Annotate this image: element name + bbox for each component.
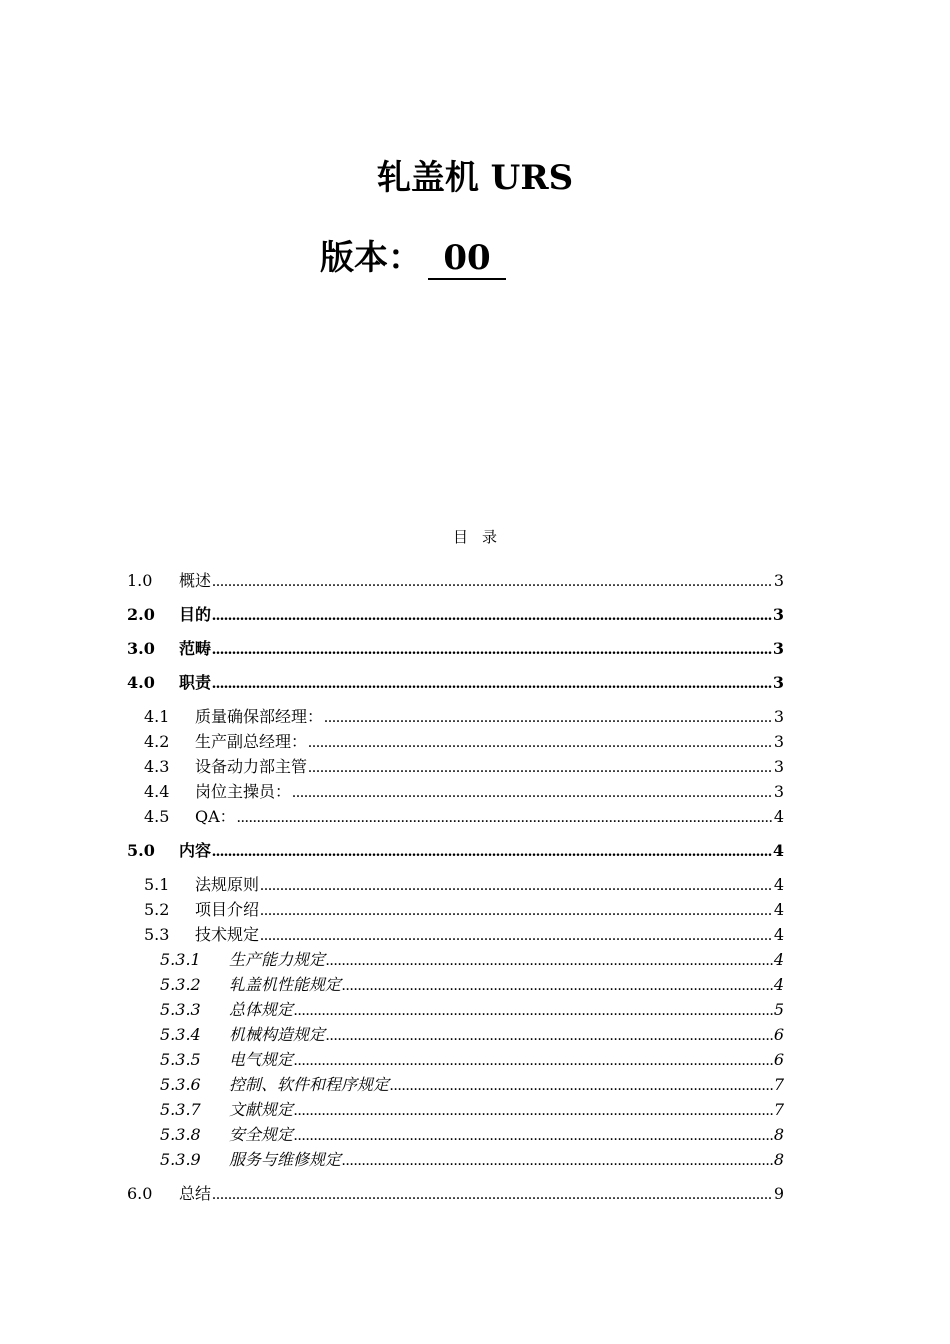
toc-label: 目的 (179, 605, 212, 624)
version-line (320, 234, 506, 282)
toc-leader (212, 671, 772, 696)
toc-number: 2.0 (127, 605, 155, 624)
toc-leader (326, 1023, 773, 1048)
toc-label: QA： (195, 807, 236, 826)
toc-number: 5.3.9 (160, 1150, 201, 1169)
toc-entry-5-3-7[interactable] (127, 1097, 784, 1122)
toc-number: 5.3.5 (160, 1050, 201, 1069)
toc-label: 质量确保部经理： (195, 707, 324, 726)
toc-label: 职责 (179, 673, 212, 692)
toc-leader (212, 1182, 773, 1207)
toc-entry-1-0[interactable] (127, 568, 784, 593)
toc-entry-5-3-5[interactable] (127, 1047, 784, 1072)
table-of-contents (127, 568, 784, 1206)
toc-page: 4 (773, 807, 784, 826)
toc-leader (342, 1148, 773, 1173)
toc-entry-4-1[interactable] (127, 704, 784, 729)
toc-entry-5-3-4[interactable] (127, 1022, 784, 1047)
toc-leader (260, 923, 773, 948)
toc-page: 4 (773, 975, 784, 994)
toc-leader (324, 705, 773, 730)
toc-leader (342, 973, 773, 998)
toc-number: 4.5 (144, 807, 170, 826)
toc-label: 文献规定 (229, 1100, 294, 1119)
toc-leader (294, 1123, 773, 1148)
version-value: 00 (428, 238, 506, 280)
toc-label: 概述 (179, 571, 212, 590)
toc-number: 5.0 (127, 841, 155, 860)
toc-leader (212, 569, 773, 594)
toc-entry-5-0[interactable] (127, 838, 784, 863)
toc-entry-4-4[interactable] (127, 779, 784, 804)
toc-label: 服务与维修规定 (229, 1150, 342, 1169)
toc-heading: 目录 (452, 528, 511, 546)
toc-page: 5 (773, 1000, 784, 1019)
toc-label: 内容 (179, 841, 212, 860)
toc-number: 3.0 (127, 639, 155, 658)
toc-leader (212, 603, 772, 628)
document-title: 轧盖机 URS (376, 158, 574, 198)
toc-leader (326, 948, 773, 973)
toc-label: 生产能力规定 (229, 950, 326, 969)
toc-number: 5.1 (144, 875, 170, 894)
toc-number: 5.3.4 (160, 1025, 201, 1044)
toc-page: 4 (773, 925, 784, 944)
toc-label: 设备动力部主管 (195, 757, 308, 776)
toc-label: 范畴 (179, 639, 212, 658)
toc-page: 8 (773, 1125, 784, 1144)
version-label: 版本： (320, 238, 422, 278)
toc-entry-4-0[interactable] (127, 670, 784, 695)
toc-entry-5-3-1[interactable] (127, 947, 784, 972)
toc-label: 安全规定 (229, 1125, 294, 1144)
toc-number: 6.0 (127, 1184, 153, 1203)
toc-leader (260, 898, 773, 923)
toc-entry-5-3-2[interactable] (127, 972, 784, 997)
toc-label: 生产副总经理： (195, 732, 308, 751)
toc-entry-5-3[interactable] (127, 922, 784, 947)
toc-entry-4-5[interactable] (127, 804, 784, 829)
toc-entry-5-3-8[interactable] (127, 1122, 784, 1147)
toc-label: 法规原则 (195, 875, 260, 894)
toc-leader (308, 755, 773, 780)
toc-page: 3 (772, 605, 784, 624)
toc-entry-3-0[interactable] (127, 636, 784, 661)
toc-leader (212, 637, 772, 662)
toc-page: 7 (773, 1100, 784, 1119)
toc-number: 1.0 (127, 571, 153, 590)
toc-page: 3 (772, 673, 784, 692)
toc-entry-4-2[interactable] (127, 729, 784, 754)
toc-leader (294, 998, 773, 1023)
toc-leader (292, 780, 773, 805)
toc-page: 3 (773, 782, 784, 801)
toc-label: 机械构造规定 (229, 1025, 326, 1044)
toc-label: 轧盖机性能规定 (229, 975, 342, 994)
toc-number: 4.4 (144, 782, 170, 801)
toc-number: 4.2 (144, 732, 170, 751)
toc-number: 5.3.3 (160, 1000, 201, 1019)
toc-page: 4 (772, 841, 784, 860)
toc-number: 5.3.6 (160, 1075, 201, 1094)
toc-label: 控制、软件和程序规定 (229, 1075, 390, 1094)
toc-entry-5-3-9[interactable] (127, 1147, 784, 1172)
toc-page: 8 (773, 1150, 784, 1169)
toc-number: 5.3.8 (160, 1125, 201, 1144)
toc-entry-2-0[interactable] (127, 602, 784, 627)
toc-leader (308, 730, 773, 755)
toc-entry-5-3-3[interactable] (127, 997, 784, 1022)
toc-page: 3 (773, 707, 784, 726)
toc-number: 4.1 (144, 707, 170, 726)
toc-page: 3 (773, 732, 784, 751)
toc-number: 5.3.7 (160, 1100, 201, 1119)
toc-entry-5-1[interactable] (127, 872, 784, 897)
toc-label: 电气规定 (229, 1050, 294, 1069)
toc-number: 5.3.1 (160, 950, 201, 969)
toc-entry-4-3[interactable] (127, 754, 784, 779)
toc-label: 总体规定 (229, 1000, 294, 1019)
toc-entry-5-3-6[interactable] (127, 1072, 784, 1097)
toc-number: 5.2 (144, 900, 170, 919)
toc-leader (294, 1048, 773, 1073)
toc-number: 5.3 (144, 925, 170, 944)
toc-label: 项目介绍 (195, 900, 260, 919)
toc-label: 技术规定 (195, 925, 260, 944)
toc-number: 4.0 (127, 673, 155, 692)
toc-entry-6-0[interactable] (127, 1181, 784, 1206)
toc-page: 3 (773, 757, 784, 776)
toc-entry-5-2[interactable] (127, 897, 784, 922)
toc-page: 4 (773, 900, 784, 919)
toc-page: 6 (773, 1025, 784, 1044)
toc-page: 4 (773, 950, 784, 969)
toc-page: 6 (773, 1050, 784, 1069)
toc-page: 3 (772, 639, 784, 658)
toc-label: 总结 (179, 1184, 212, 1203)
toc-leader (390, 1073, 773, 1098)
toc-page: 7 (773, 1075, 784, 1094)
toc-number: 5.3.2 (160, 975, 201, 994)
toc-leader (237, 805, 773, 830)
toc-page: 4 (773, 875, 784, 894)
toc-page: 3 (773, 571, 784, 590)
toc-leader (294, 1098, 773, 1123)
toc-label: 岗位主操员： (195, 782, 292, 801)
toc-page: 9 (773, 1184, 784, 1203)
toc-leader (260, 873, 773, 898)
toc-number: 4.3 (144, 757, 170, 776)
toc-leader (212, 839, 772, 864)
